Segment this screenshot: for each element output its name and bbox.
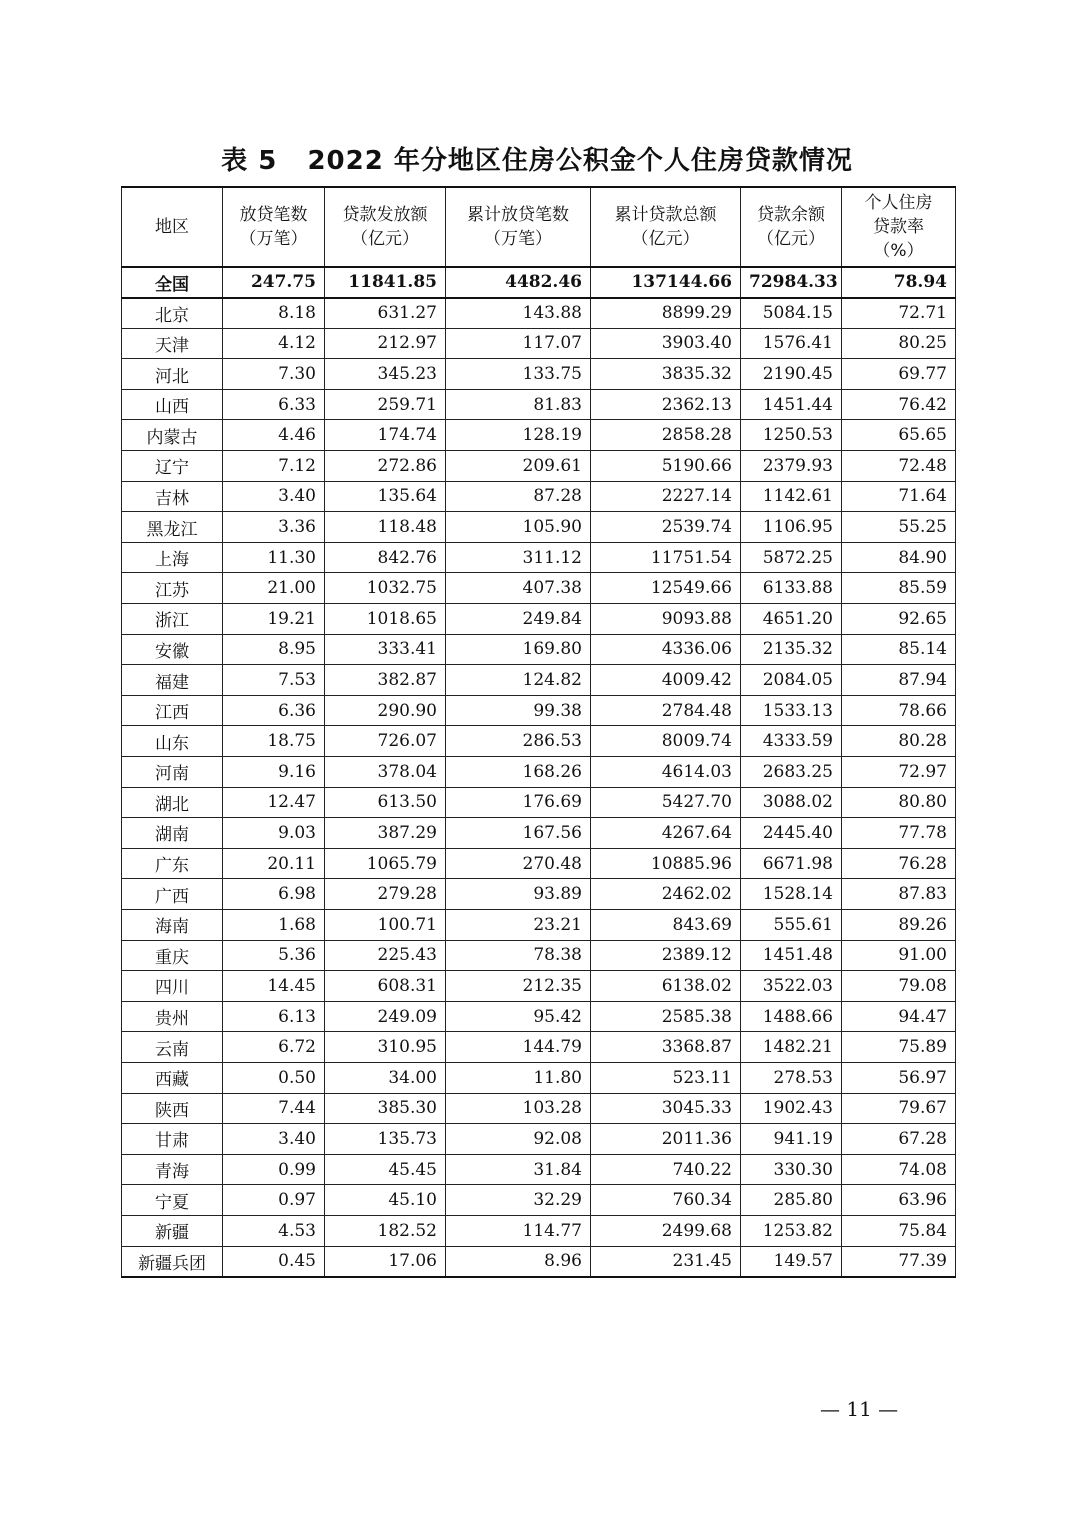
cell-loan-amount: 135.73 (325, 1124, 446, 1155)
cell-loan-rate: 84.90 (842, 542, 956, 573)
page-number: — 11 — (820, 1397, 899, 1421)
table-row (122, 389, 956, 420)
cell-balance: 555.61 (741, 909, 842, 940)
cell-cumulative-amount: 760.34 (591, 1185, 741, 1216)
table-row (122, 1215, 956, 1246)
cell-cumulative-amount: 4009.42 (591, 665, 741, 696)
cell-region: 浙江 (122, 604, 223, 635)
cell-loan-rate: 65.65 (842, 420, 956, 451)
cell-loan-rate: 75.84 (842, 1215, 956, 1246)
cell-cumulative-amount: 4336.06 (591, 634, 741, 665)
cell-loan-count: 3.36 (223, 512, 325, 543)
cell-loan-amount: 100.71 (325, 909, 446, 940)
table-row (122, 1185, 956, 1216)
cell-balance: 285.80 (741, 1185, 842, 1216)
table-row (122, 787, 956, 818)
cell-balance: 941.19 (741, 1124, 842, 1155)
cell-cumulative-amount: 231.45 (591, 1246, 741, 1277)
cell-balance: 72984.33 (741, 267, 842, 298)
cell-cumulative-amount: 4614.03 (591, 757, 741, 788)
cell-balance: 1902.43 (741, 1093, 842, 1124)
cell-region: 青海 (122, 1154, 223, 1185)
cell-loan-count: 3.40 (223, 1124, 325, 1155)
cell-loan-amount: 272.86 (325, 451, 446, 482)
cell-loan-count: 0.50 (223, 1062, 325, 1093)
table-row (122, 420, 956, 451)
cell-balance: 330.30 (741, 1154, 842, 1185)
cell-loan-count: 5.36 (223, 940, 325, 971)
cell-loan-amount: 45.45 (325, 1154, 446, 1185)
table-row (122, 909, 956, 940)
cell-loan-count: 8.95 (223, 634, 325, 665)
cell-balance: 278.53 (741, 1062, 842, 1093)
cell-loan-amount: 279.28 (325, 879, 446, 910)
cell-loan-amount: 1032.75 (325, 573, 446, 604)
cell-balance: 1488.66 (741, 1001, 842, 1032)
table-row (122, 940, 956, 971)
cell-loan-count: 18.75 (223, 726, 325, 757)
cell-loan-count: 9.16 (223, 757, 325, 788)
cell-region: 广西 (122, 879, 223, 910)
cell-balance: 1142.61 (741, 481, 842, 512)
cell-cumulative-amount: 5190.66 (591, 451, 741, 482)
cell-cumulative-count: 249.84 (446, 604, 591, 635)
cell-loan-rate: 77.39 (842, 1246, 956, 1277)
cell-cumulative-count: 32.29 (446, 1185, 591, 1216)
cell-balance: 1451.48 (741, 940, 842, 971)
cell-loan-amount: 135.64 (325, 481, 446, 512)
cell-loan-count: 20.11 (223, 848, 325, 879)
cell-loan-rate: 71.64 (842, 481, 956, 512)
cell-loan-amount: 182.52 (325, 1215, 446, 1246)
cell-balance: 1482.21 (741, 1032, 842, 1063)
cell-balance: 1533.13 (741, 695, 842, 726)
cell-balance: 2084.05 (741, 665, 842, 696)
cell-loan-rate: 80.28 (842, 726, 956, 757)
cell-region: 江西 (122, 695, 223, 726)
cell-region: 新疆兵团 (122, 1246, 223, 1277)
cell-cumulative-count: 311.12 (446, 542, 591, 573)
cell-loan-count: 1.68 (223, 909, 325, 940)
cell-region: 宁夏 (122, 1185, 223, 1216)
cell-loan-count: 7.12 (223, 451, 325, 482)
table-row (122, 757, 956, 788)
cell-loan-amount: 333.41 (325, 634, 446, 665)
cell-loan-rate: 87.94 (842, 665, 956, 696)
cell-region: 重庆 (122, 940, 223, 971)
column-header-cumulative-amount: 累计贷款总额 （亿元） (591, 187, 741, 267)
cell-cumulative-amount: 4267.64 (591, 818, 741, 849)
cell-region: 安徽 (122, 634, 223, 665)
cell-loan-amount: 45.10 (325, 1185, 446, 1216)
cell-region: 湖北 (122, 787, 223, 818)
cell-loan-amount: 726.07 (325, 726, 446, 757)
cell-cumulative-count: 124.82 (446, 665, 591, 696)
cell-loan-count: 6.13 (223, 1001, 325, 1032)
cell-region: 天津 (122, 328, 223, 359)
cell-loan-count: 4.12 (223, 328, 325, 359)
cell-region: 内蒙古 (122, 420, 223, 451)
cell-cumulative-count: 81.83 (446, 389, 591, 420)
cell-loan-count: 0.45 (223, 1246, 325, 1277)
cell-loan-amount: 608.31 (325, 971, 446, 1002)
cell-cumulative-count: 93.89 (446, 879, 591, 910)
cell-loan-rate: 80.25 (842, 328, 956, 359)
cell-cumulative-count: 270.48 (446, 848, 591, 879)
cell-cumulative-count: 31.84 (446, 1154, 591, 1185)
cell-loan-count: 6.98 (223, 879, 325, 910)
table-row (122, 604, 956, 635)
cell-loan-amount: 212.97 (325, 328, 446, 359)
cell-loan-amount: 11841.85 (325, 267, 446, 298)
cell-loan-rate: 78.66 (842, 695, 956, 726)
cell-loan-amount: 225.43 (325, 940, 446, 971)
cell-cumulative-count: 133.75 (446, 359, 591, 390)
cell-cumulative-amount: 2499.68 (591, 1215, 741, 1246)
cell-loan-amount: 631.27 (325, 298, 446, 329)
cell-region: 山东 (122, 726, 223, 757)
column-header-region: 地区 (122, 187, 223, 267)
cell-loan-amount: 385.30 (325, 1093, 446, 1124)
table-row (122, 665, 956, 696)
cell-loan-rate: 72.48 (842, 451, 956, 482)
cell-cumulative-amount: 9093.88 (591, 604, 741, 635)
cell-region: 西藏 (122, 1062, 223, 1093)
cell-region: 吉林 (122, 481, 223, 512)
cell-loan-rate: 55.25 (842, 512, 956, 543)
cell-balance: 3522.03 (741, 971, 842, 1002)
cell-loan-amount: 345.23 (325, 359, 446, 390)
cell-cumulative-amount: 3045.33 (591, 1093, 741, 1124)
cell-loan-count: 0.97 (223, 1185, 325, 1216)
cell-loan-count: 6.72 (223, 1032, 325, 1063)
cell-cumulative-count: 92.08 (446, 1124, 591, 1155)
cell-cumulative-count: 168.26 (446, 757, 591, 788)
cell-region: 上海 (122, 542, 223, 573)
cell-cumulative-count: 4482.46 (446, 267, 591, 298)
cell-loan-amount: 387.29 (325, 818, 446, 849)
cell-cumulative-amount: 740.22 (591, 1154, 741, 1185)
cell-cumulative-amount: 2011.36 (591, 1124, 741, 1155)
cell-loan-count: 14.45 (223, 971, 325, 1002)
cell-loan-rate: 85.59 (842, 573, 956, 604)
cell-region: 全国 (122, 267, 223, 298)
cell-region: 黑龙江 (122, 512, 223, 543)
cell-loan-amount: 1018.65 (325, 604, 446, 635)
cell-balance: 5872.25 (741, 542, 842, 573)
cell-loan-count: 6.33 (223, 389, 325, 420)
table-row (122, 1001, 956, 1032)
table-row-total (122, 267, 956, 298)
cell-cumulative-count: 78.38 (446, 940, 591, 971)
cell-cumulative-amount: 8009.74 (591, 726, 741, 757)
cell-loan-count: 12.47 (223, 787, 325, 818)
cell-loan-amount: 1065.79 (325, 848, 446, 879)
cell-loan-count: 3.40 (223, 481, 325, 512)
cell-cumulative-count: 143.88 (446, 298, 591, 329)
cell-cumulative-count: 117.07 (446, 328, 591, 359)
cell-loan-rate: 76.28 (842, 848, 956, 879)
cell-balance: 1576.41 (741, 328, 842, 359)
cell-loan-count: 8.18 (223, 298, 325, 329)
cell-loan-rate: 72.71 (842, 298, 956, 329)
cell-cumulative-amount: 523.11 (591, 1062, 741, 1093)
cell-cumulative-count: 209.61 (446, 451, 591, 482)
cell-cumulative-count: 23.21 (446, 909, 591, 940)
cell-region: 新疆 (122, 1215, 223, 1246)
cell-region: 湖南 (122, 818, 223, 849)
cell-loan-rate: 94.47 (842, 1001, 956, 1032)
cell-loan-count: 19.21 (223, 604, 325, 635)
cell-cumulative-amount: 137144.66 (591, 267, 741, 298)
cell-cumulative-count: 128.19 (446, 420, 591, 451)
cell-balance: 4333.59 (741, 726, 842, 757)
cell-cumulative-count: 95.42 (446, 1001, 591, 1032)
cell-region: 福建 (122, 665, 223, 696)
cell-cumulative-amount: 3835.32 (591, 359, 741, 390)
cell-loan-rate: 91.00 (842, 940, 956, 971)
cell-region: 河南 (122, 757, 223, 788)
cell-cumulative-amount: 2585.38 (591, 1001, 741, 1032)
cell-balance: 5084.15 (741, 298, 842, 329)
cell-loan-count: 4.53 (223, 1215, 325, 1246)
table-row (122, 481, 956, 512)
cell-cumulative-amount: 2784.48 (591, 695, 741, 726)
cell-balance: 2190.45 (741, 359, 842, 390)
cell-cumulative-amount: 3368.87 (591, 1032, 741, 1063)
cell-cumulative-count: 11.80 (446, 1062, 591, 1093)
cell-region: 江苏 (122, 573, 223, 604)
table-header-row (122, 187, 956, 267)
table-row (122, 573, 956, 604)
table-row (122, 359, 956, 390)
cell-cumulative-amount: 2858.28 (591, 420, 741, 451)
cell-loan-rate: 69.77 (842, 359, 956, 390)
column-header-loan-amount: 贷款发放额 （亿元） (325, 187, 446, 267)
cell-region: 河北 (122, 359, 223, 390)
table-row (122, 1032, 956, 1063)
cell-balance: 6133.88 (741, 573, 842, 604)
cell-loan-count: 9.03 (223, 818, 325, 849)
table-row (122, 512, 956, 543)
table-row (122, 1062, 956, 1093)
cell-loan-rate: 67.28 (842, 1124, 956, 1155)
cell-balance: 1250.53 (741, 420, 842, 451)
cell-loan-count: 0.99 (223, 1154, 325, 1185)
cell-balance: 2135.32 (741, 634, 842, 665)
cell-balance: 2379.93 (741, 451, 842, 482)
cell-balance: 1528.14 (741, 879, 842, 910)
cell-balance: 1451.44 (741, 389, 842, 420)
cell-loan-amount: 310.95 (325, 1032, 446, 1063)
cell-region: 四川 (122, 971, 223, 1002)
table-row (122, 1093, 956, 1124)
cell-loan-rate: 85.14 (842, 634, 956, 665)
table-row (122, 818, 956, 849)
table-row (122, 971, 956, 1002)
column-header-loan-rate: 个人住房 贷款率 （%） (842, 187, 956, 267)
cell-cumulative-count: 8.96 (446, 1246, 591, 1277)
cell-balance: 4651.20 (741, 604, 842, 635)
cell-cumulative-count: 99.38 (446, 695, 591, 726)
cell-balance: 3088.02 (741, 787, 842, 818)
cell-cumulative-amount: 10885.96 (591, 848, 741, 879)
cell-cumulative-amount: 2362.13 (591, 389, 741, 420)
cell-cumulative-amount: 2227.14 (591, 481, 741, 512)
cell-balance: 149.57 (741, 1246, 842, 1277)
cell-loan-rate: 63.96 (842, 1185, 956, 1216)
table-row (122, 1246, 956, 1277)
cell-loan-amount: 118.48 (325, 512, 446, 543)
cell-cumulative-count: 144.79 (446, 1032, 591, 1063)
cell-loan-amount: 382.87 (325, 665, 446, 696)
cell-cumulative-amount: 2462.02 (591, 879, 741, 910)
cell-balance: 1253.82 (741, 1215, 842, 1246)
cell-region: 北京 (122, 298, 223, 329)
cell-loan-rate: 79.08 (842, 971, 956, 1002)
cell-cumulative-count: 286.53 (446, 726, 591, 757)
cell-loan-amount: 290.90 (325, 695, 446, 726)
column-header-balance: 贷款余额 （亿元） (741, 187, 842, 267)
cell-region: 甘肃 (122, 1124, 223, 1155)
cell-balance: 1106.95 (741, 512, 842, 543)
cell-loan-amount: 34.00 (325, 1062, 446, 1093)
cell-loan-count: 7.53 (223, 665, 325, 696)
page-title: 表 5 2022 年分地区住房公积金个人住房贷款情况 (221, 146, 853, 176)
cell-region: 陕西 (122, 1093, 223, 1124)
cell-loan-amount: 249.09 (325, 1001, 446, 1032)
cell-cumulative-amount: 12549.66 (591, 573, 741, 604)
column-header-loan-count: 放贷笔数 （万笔） (223, 187, 325, 267)
cell-cumulative-amount: 8899.29 (591, 298, 741, 329)
cell-cumulative-amount: 2389.12 (591, 940, 741, 971)
cell-region: 云南 (122, 1032, 223, 1063)
cell-loan-rate: 75.89 (842, 1032, 956, 1063)
cell-region: 山西 (122, 389, 223, 420)
cell-cumulative-amount: 2539.74 (591, 512, 741, 543)
cell-cumulative-count: 87.28 (446, 481, 591, 512)
cell-loan-rate: 56.97 (842, 1062, 956, 1093)
cell-region: 广东 (122, 848, 223, 879)
table-row (122, 848, 956, 879)
cell-cumulative-count: 169.80 (446, 634, 591, 665)
table-row (122, 298, 956, 329)
cell-loan-amount: 174.74 (325, 420, 446, 451)
cell-loan-amount: 259.71 (325, 389, 446, 420)
cell-loan-amount: 378.04 (325, 757, 446, 788)
table-row (122, 695, 956, 726)
cell-cumulative-count: 114.77 (446, 1215, 591, 1246)
table-row (122, 451, 956, 482)
table-row (122, 634, 956, 665)
cell-loan-amount: 842.76 (325, 542, 446, 573)
cell-loan-rate: 76.42 (842, 389, 956, 420)
cell-cumulative-count: 105.90 (446, 512, 591, 543)
column-header-cumulative-count: 累计放贷笔数 （万笔） (446, 187, 591, 267)
cell-loan-rate: 92.65 (842, 604, 956, 635)
table-row (122, 1154, 956, 1185)
cell-cumulative-count: 167.56 (446, 818, 591, 849)
cell-loan-count: 21.00 (223, 573, 325, 604)
cell-loan-count: 7.30 (223, 359, 325, 390)
cell-cumulative-count: 176.69 (446, 787, 591, 818)
table-row (122, 726, 956, 757)
cell-balance: 2445.40 (741, 818, 842, 849)
cell-loan-rate: 80.80 (842, 787, 956, 818)
cell-loan-rate: 72.97 (842, 757, 956, 788)
cell-loan-count: 7.44 (223, 1093, 325, 1124)
cell-cumulative-count: 212.35 (446, 971, 591, 1002)
cell-cumulative-amount: 11751.54 (591, 542, 741, 573)
cell-loan-rate: 77.78 (842, 818, 956, 849)
table-row (122, 1124, 956, 1155)
cell-region: 贵州 (122, 1001, 223, 1032)
cell-loan-rate: 87.83 (842, 879, 956, 910)
cell-region: 辽宁 (122, 451, 223, 482)
table-row (122, 328, 956, 359)
cell-loan-rate: 89.26 (842, 909, 956, 940)
cell-cumulative-amount: 3903.40 (591, 328, 741, 359)
cell-loan-count: 6.36 (223, 695, 325, 726)
cell-loan-rate: 79.67 (842, 1093, 956, 1124)
cell-cumulative-amount: 843.69 (591, 909, 741, 940)
cell-loan-count: 11.30 (223, 542, 325, 573)
cell-loan-amount: 613.50 (325, 787, 446, 818)
loan-table (121, 186, 956, 1278)
cell-region: 海南 (122, 909, 223, 940)
cell-cumulative-count: 103.28 (446, 1093, 591, 1124)
cell-loan-rate: 74.08 (842, 1154, 956, 1185)
cell-balance: 2683.25 (741, 757, 842, 788)
cell-loan-count: 4.46 (223, 420, 325, 451)
cell-balance: 6671.98 (741, 848, 842, 879)
cell-cumulative-count: 407.38 (446, 573, 591, 604)
cell-cumulative-amount: 5427.70 (591, 787, 741, 818)
cell-loan-rate: 78.94 (842, 267, 956, 298)
cell-loan-count: 247.75 (223, 267, 325, 298)
cell-loan-amount: 17.06 (325, 1246, 446, 1277)
table-row (122, 542, 956, 573)
cell-cumulative-amount: 6138.02 (591, 971, 741, 1002)
table-row (122, 879, 956, 910)
